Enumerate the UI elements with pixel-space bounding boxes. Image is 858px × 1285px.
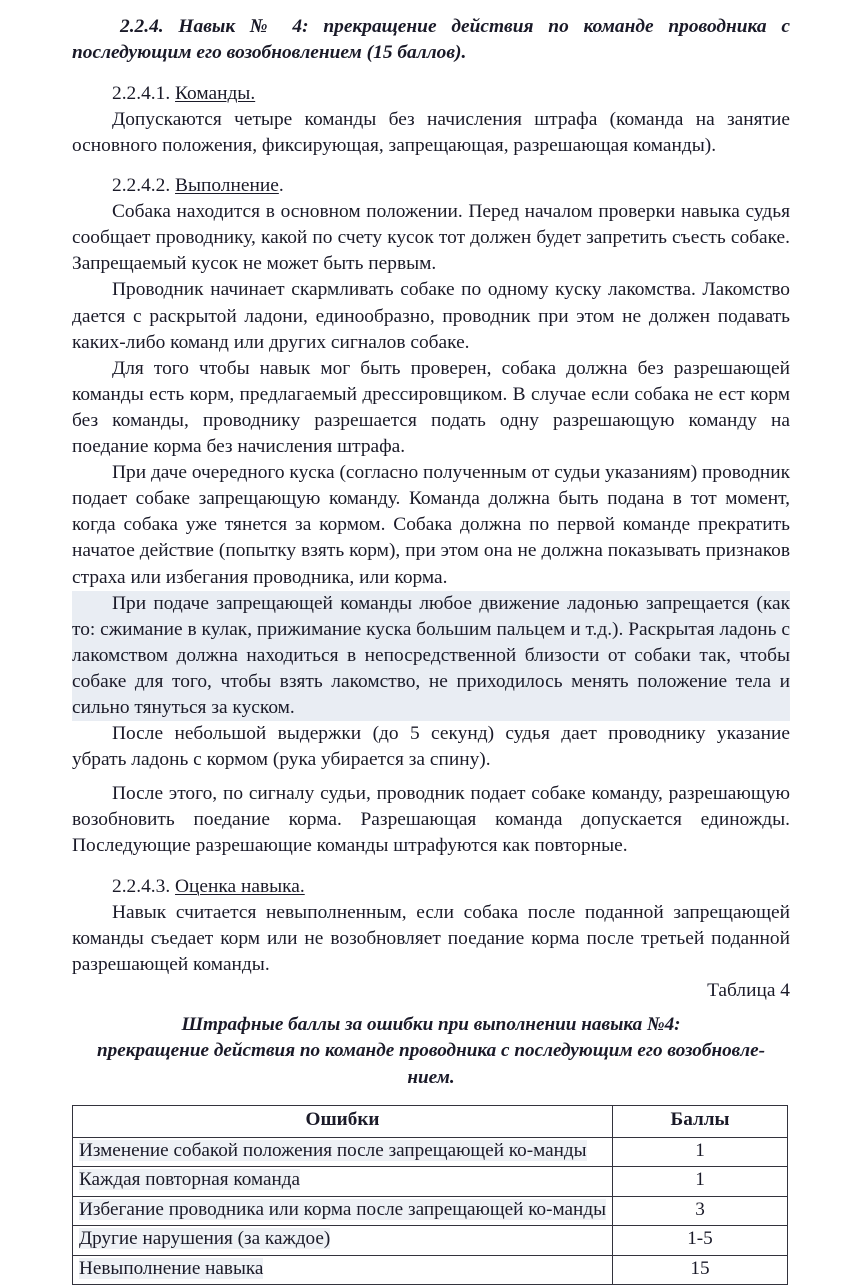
spacer (72, 773, 790, 781)
cell-error-text: Изменение собакой положения после запрещающей ко-манды (79, 1139, 587, 1161)
spacer (72, 1004, 790, 1012)
table-row (73, 1226, 788, 1256)
section-heading-label: Выполнение (175, 175, 279, 197)
paragraph-execution-7: После этого, по сигналу судьи, проводник подает собаке команду, разрешающую возобновить поедание корма. Разрешающая команда допускается единожды. Последующие разрешающие команды штрафуются как повторные. (72, 783, 790, 857)
spacer (72, 860, 790, 874)
cell-error-text: Каждая повторная команда (79, 1169, 301, 1191)
paragraph-execution-3: Для того чтобы навык мог быть проверен, собака должна без разрешающей команды есть корм, предлагаемый дрессировщиком. В случае если собака не ест корм без команды, проводнику разрешается подать одну разрешающую команду на поедание корма без начисления штрафа. (72, 357, 790, 458)
cell-error-text: Избегание проводника или корма после запрещающей ко-манды (79, 1198, 606, 1220)
spacer (72, 67, 790, 81)
section-heading-assessment (72, 874, 790, 900)
section-number: 2.2.4.1. (112, 82, 171, 104)
cell-error-description (73, 1255, 613, 1285)
table-head (73, 1106, 788, 1138)
column-header-points: Баллы (613, 1106, 788, 1138)
section-heading-label: Команды. (175, 82, 256, 104)
table-row (73, 1167, 788, 1197)
section-number: 2.2.4.2. (112, 175, 171, 197)
cell-points: 3 (613, 1196, 788, 1226)
paragraph-execution-1: Собака находится в основном положении. Перед началом проверки навыка судья сообщает проводнику, какой по счету кусок тот должен будет запретить съесть собаке. Запрещаемый кусок не может быть первым. (72, 201, 790, 275)
section-number: 2.2.4.3. (112, 875, 171, 897)
section-heading-execution (72, 173, 790, 199)
cell-error-text: Невыполнение навыка (79, 1257, 264, 1279)
table-caption-line-1: Штрафные баллы за ошибки при выполнении навыка №4: (181, 1014, 681, 1035)
section-heading-label: Оценка навыка. (175, 875, 305, 897)
paragraph-execution-5-highlighted: При подаче запрещающей команды любое движение ладонью запрещается (как то: сжимание в кулак, прижимание куска большим пальцем и т.д.). Раскрытая ладонь с лакомством должна находиться в непосредственной близости от собаки так, чтобы собаке для того, чтобы взять лакомство, не приходилось менять положение тела и сильно тянуться за куском. (72, 591, 790, 721)
section-heading-period: . (278, 175, 284, 197)
table-row (73, 1255, 788, 1285)
table-caption-line-2: прекращение действия по команде проводника с последующим его возобновле- (96, 1040, 766, 1062)
cell-points: 1 (613, 1167, 788, 1197)
column-header-errors: Ошибки (73, 1106, 613, 1138)
cell-error-description (73, 1137, 613, 1167)
cell-points: 1-5 (613, 1226, 788, 1256)
table-row (73, 1137, 788, 1167)
cell-points: 15 (613, 1255, 788, 1285)
skill-title: 2.2.4. Навык № 4: прекращение действия по команде проводника с последующим его возобновлением (15 баллов). (72, 16, 790, 64)
cell-points: 1 (613, 1137, 788, 1167)
cell-error-text: Другие нарушения (за каждое) (79, 1228, 331, 1250)
penalty-score-table (72, 1105, 788, 1285)
spacer (72, 1091, 790, 1105)
section-heading-commands (72, 81, 790, 107)
paragraph-execution-4: При даче очередного куска (согласно полученным от судьи указаниям) проводник подает собаке запрещающую команду. Команда должна быть подана в тот момент, когда собака уже тянется за кормом. Собака должна по первой команде прекратить начатое действие (попытку взять корм), при этом она не должна показывать признаков страха или избегания проводника, или корма. (72, 462, 790, 588)
table-row (73, 1196, 788, 1226)
table-header-row (73, 1106, 788, 1138)
table-number-label: Таблица 4 (707, 979, 790, 1001)
paragraph-commands-1: Допускаются четыре команды без начисления штрафа (команда на занятие основного положения, фиксирующая, запрещающая, разрешающая команды). (72, 108, 790, 156)
paragraph-execution-2: Проводник начинает скармливать собаке по одному куску лакомства. Лакомство дается с раскрытой ладони, единообразно, проводник при этом не должен подавать каких-либо команд или других сигналов собаке. (72, 279, 790, 353)
cell-error-description (73, 1226, 613, 1256)
spacer (72, 159, 790, 173)
cell-error-description (73, 1167, 613, 1197)
cell-error-description (73, 1196, 613, 1226)
table-body (73, 1137, 788, 1285)
table-caption-line-3: нием. (407, 1066, 455, 1088)
paragraph-assessment-1: Навык считается невыполненным, если собака после поданной запрещающей команды съедает корм или не возобновляет поедание корма после третьей поданной разрешающей команды. (72, 901, 790, 975)
paragraph-execution-6: После небольшой выдержки (до 5 секунд) судья дает проводнику указание убрать ладонь с кормом (рука убирается за спину). (72, 723, 790, 771)
